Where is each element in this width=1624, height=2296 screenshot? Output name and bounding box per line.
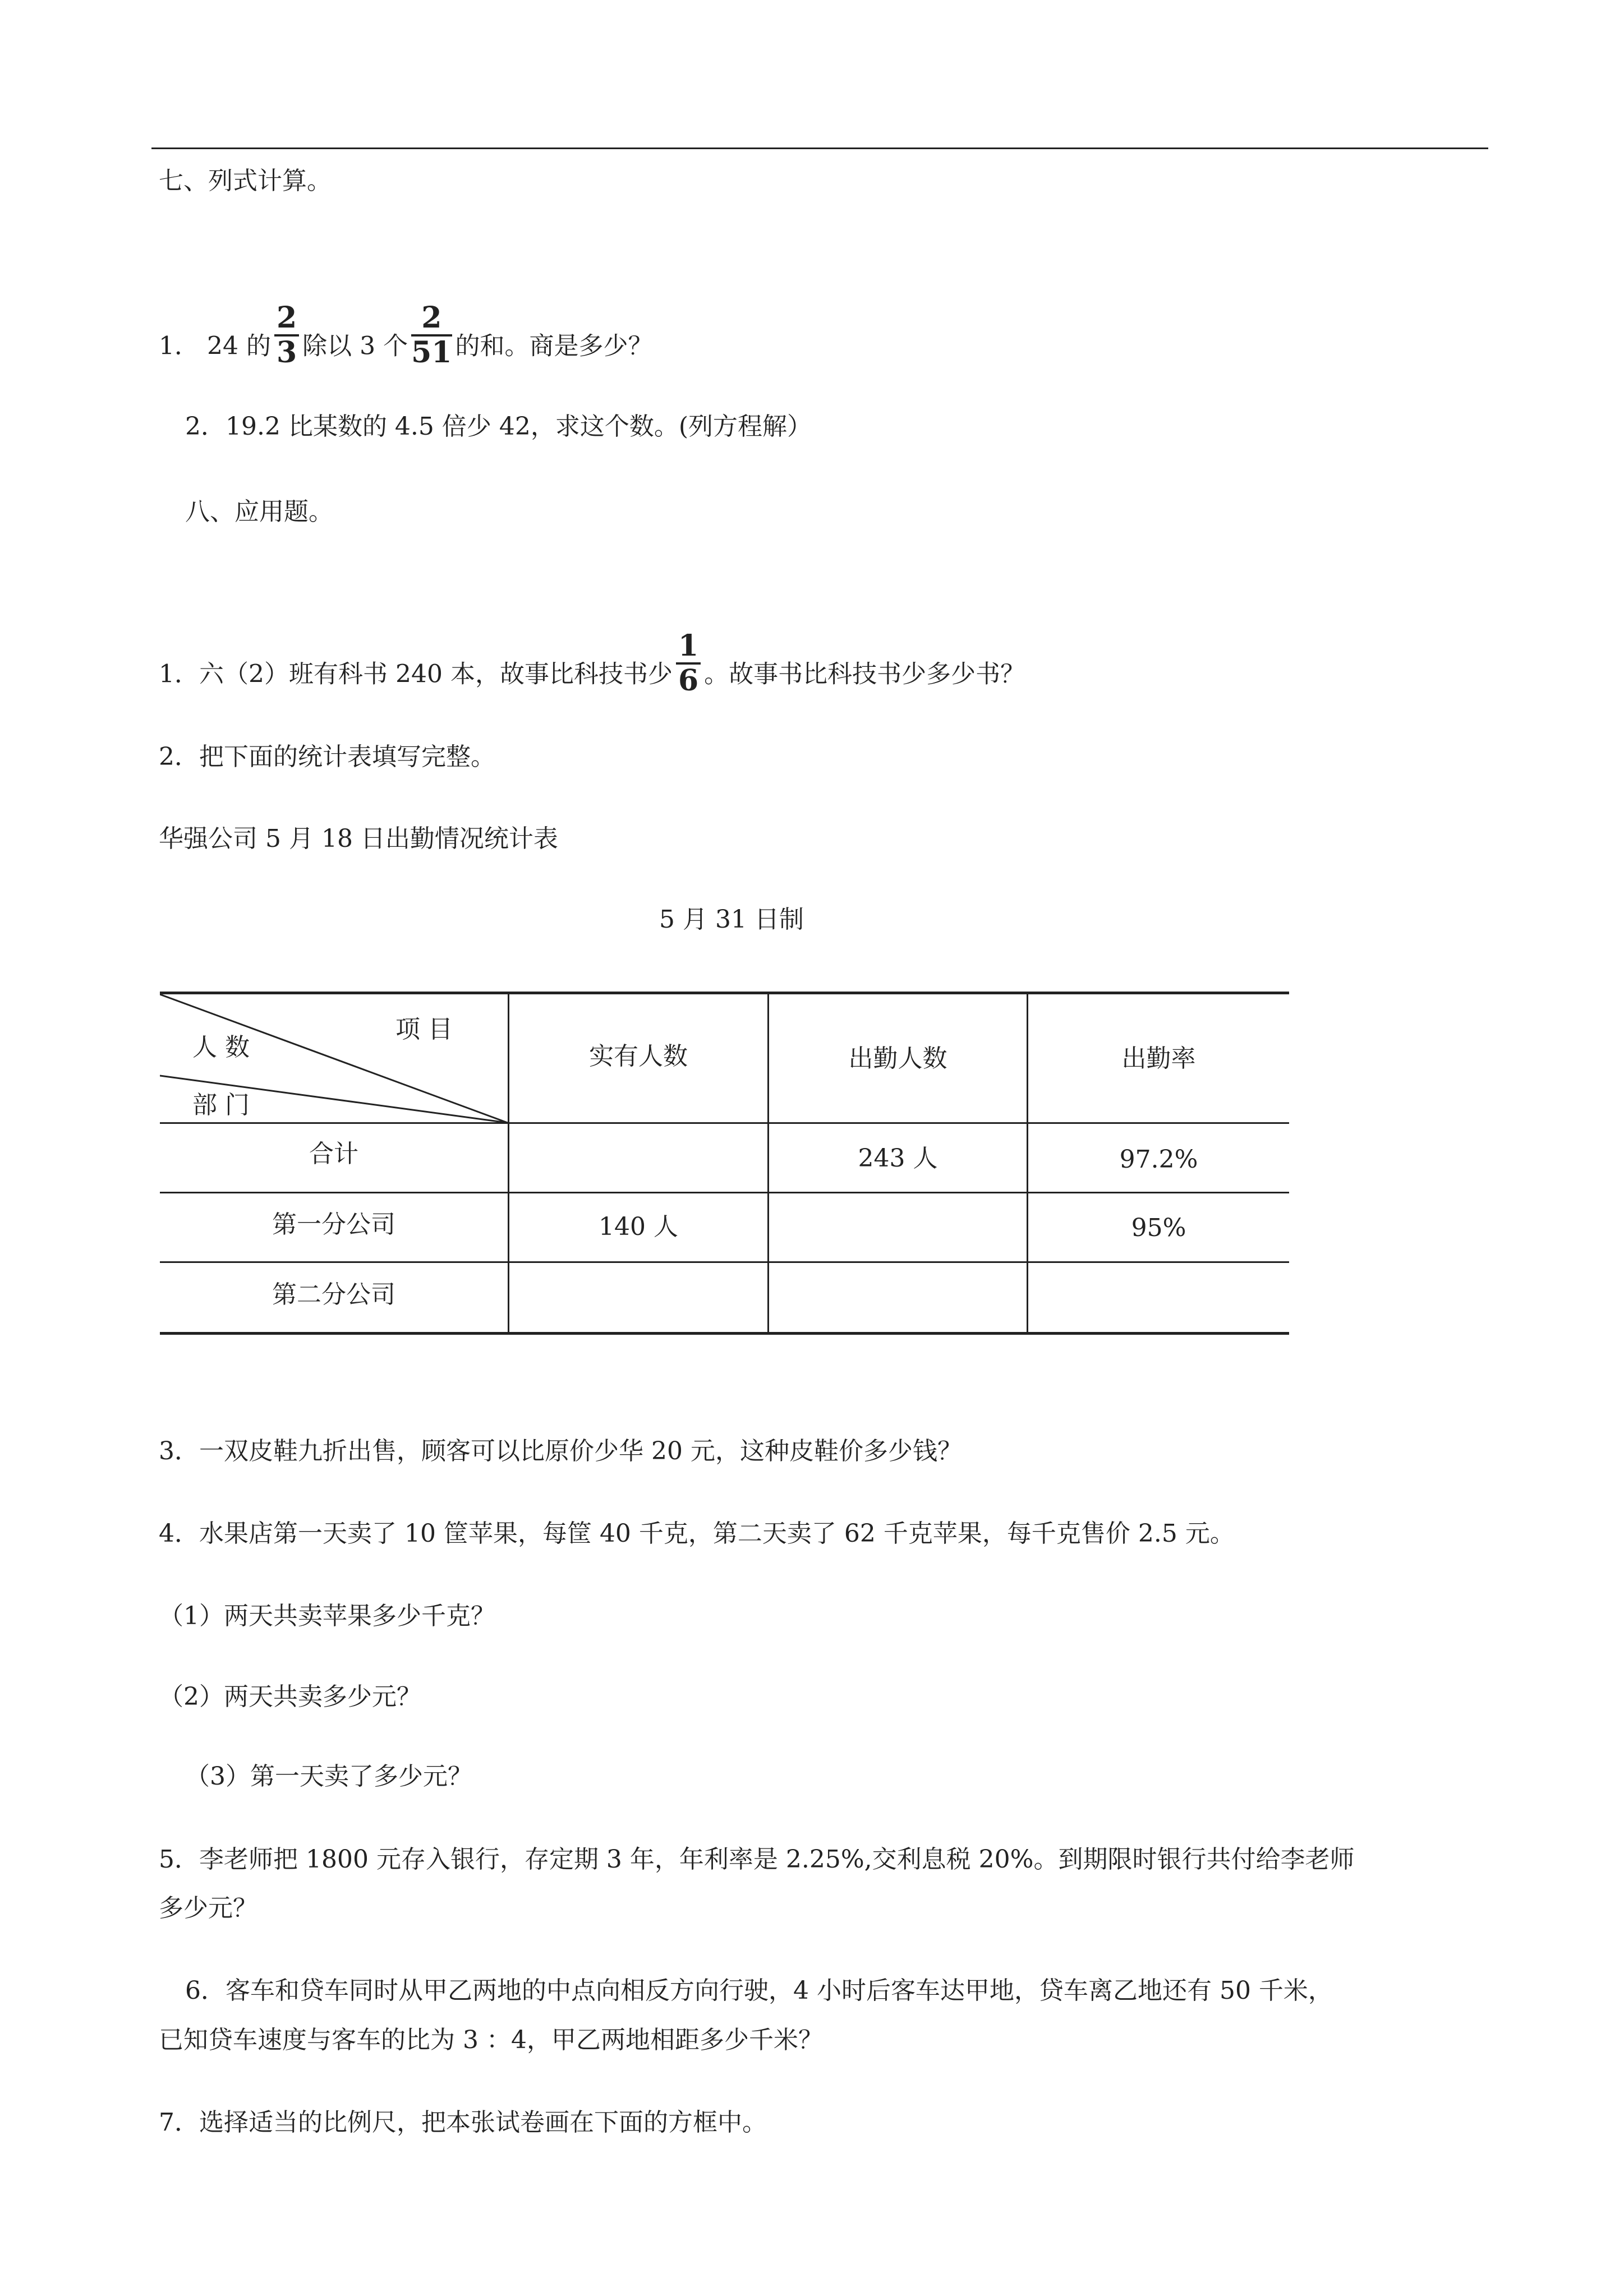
fraction-denominator: 3 bbox=[276, 335, 297, 370]
section8-question4-part2: （2）两天共卖多少元？ bbox=[159, 1682, 421, 1711]
attendance-table bbox=[160, 992, 1289, 1336]
q1-suffix: 的和。商是多少？ bbox=[455, 331, 653, 361]
header-attend: 出勤人数 bbox=[848, 1044, 947, 1073]
fraction-one-sixth bbox=[676, 630, 701, 697]
section8-question7: 7．选择适当的比例尺，把本张试卷画在下面的方框中。 bbox=[159, 2108, 767, 2137]
fraction-numerator: 1 bbox=[676, 630, 701, 665]
table-title: 华强公司 5 月 18 日出勤情况统计表 bbox=[159, 824, 558, 853]
section8-question1 bbox=[159, 629, 1025, 709]
header-rule bbox=[151, 147, 1488, 149]
section8-question5-line1: 5．李老师把 1800 元存入银行，存定期 3 年，年利率是 2.25%,交利息税 20%。到期限时银行共付给李老师 bbox=[159, 1845, 1355, 1874]
fraction-numerator: 2 bbox=[411, 302, 452, 336]
section8-question4-part1: （1）两天共卖苹果多少千克？ bbox=[159, 1602, 495, 1630]
corner-label-dept: 部 门 bbox=[192, 1091, 250, 1119]
header-actual: 实有人数 bbox=[589, 1042, 688, 1071]
row-branch1-label: 第一分公司 bbox=[272, 1210, 395, 1239]
fraction-two-fiftyone bbox=[411, 302, 452, 369]
fraction-numerator: 2 bbox=[274, 302, 299, 336]
row-total-attend: 243 人 bbox=[858, 1144, 938, 1173]
section8-question6-line1: 6．客车和贷车同时从甲乙两地的中点向相反方向行驶，4 小时后客车达甲地，贷车离乙地还有 50 千米， bbox=[185, 1976, 1333, 2005]
row-total-rate: 97.2% bbox=[1119, 1145, 1198, 1174]
section8-question4: 4．水果店第一天卖了 10 筐苹果，每筐 40 千克，第二天卖了 62 千克苹果，每千克售价 2.5 元。 bbox=[159, 1519, 1235, 1548]
fraction-two-thirds bbox=[274, 302, 299, 369]
section8-question4-part3: （3）第一天卖了多少元？ bbox=[185, 1762, 472, 1791]
row-total-label: 合计 bbox=[309, 1140, 358, 1168]
section8-question3: 3．一双皮鞋九折出售，顾客可以比原价少华 20 元，这种皮鞋价多少钱？ bbox=[159, 1437, 962, 1465]
section7-title: 七、列式计算。 bbox=[159, 167, 332, 195]
header-rate: 出勤率 bbox=[1121, 1044, 1196, 1073]
table-date: 5 月 31 日制 bbox=[659, 905, 804, 934]
section8-question6-line2: 已知贷车速度与客车的比为 3 ：4，甲乙两地相距多少千米？ bbox=[159, 2026, 823, 2054]
row-branch1-rate: 95% bbox=[1131, 1214, 1186, 1242]
table-row-divider bbox=[160, 1261, 1289, 1263]
table-row-divider bbox=[160, 1192, 1289, 1193]
fraction-denominator: 6 bbox=[678, 663, 699, 698]
section8-title: 八、应用题。 bbox=[185, 497, 333, 526]
s8q1-suffix: 。故事书比科技书少多少书？ bbox=[704, 660, 1025, 689]
section8-question2: 2．把下面的统计表填写完整。 bbox=[159, 743, 495, 771]
corner-label-count: 人 数 bbox=[192, 1033, 250, 1062]
section7-question2: 2．19.2 比某数的 4.5 倍少 42，求这个数。(列方程解） bbox=[185, 412, 812, 441]
q1-mid: 除以 3 个 bbox=[302, 331, 408, 361]
q1-prefix: 1． 24 的 bbox=[159, 331, 271, 361]
row-branch1-actual: 140 人 bbox=[599, 1212, 678, 1241]
table-bottom-border bbox=[160, 1332, 1289, 1335]
row-branch2-label: 第二分公司 bbox=[272, 1280, 395, 1309]
section7-question1 bbox=[159, 301, 653, 381]
section8-question5-line2: 多少元？ bbox=[159, 1894, 257, 1922]
s8q1-prefix: 1．六（2）班有科书 240 本，故事比科技书少 bbox=[159, 660, 673, 689]
fraction-denominator: 51 bbox=[411, 335, 452, 370]
corner-label-item: 项 目 bbox=[395, 1015, 453, 1044]
